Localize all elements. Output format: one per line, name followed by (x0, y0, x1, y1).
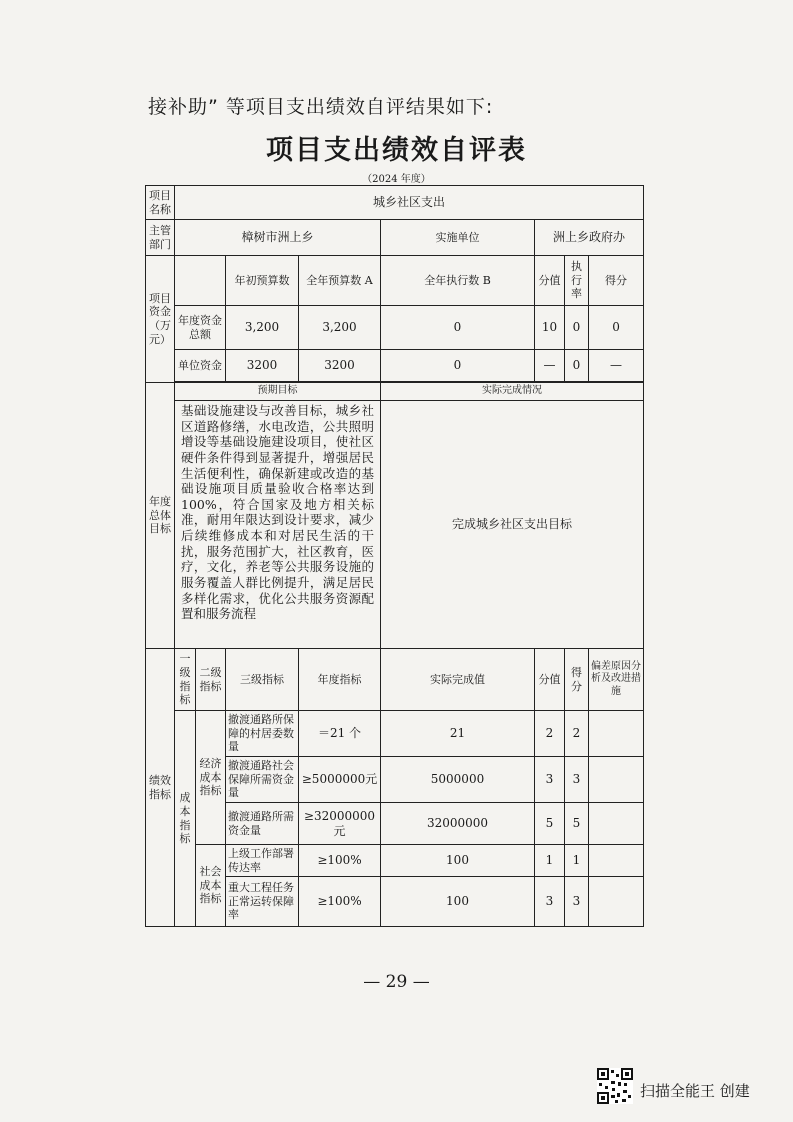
ind-score-header: 得分 (565, 649, 589, 711)
ind-score-value-header: 分值 (535, 649, 565, 711)
indicator-row (146, 845, 644, 877)
actual-value: 100 (381, 845, 535, 877)
ind-score-value: 2 (535, 711, 565, 757)
annual-value: ≥100% (299, 845, 381, 877)
annual-value: ≥5000000元 (299, 757, 381, 803)
score-header: 得分 (589, 256, 644, 306)
ind-score: 2 (565, 711, 589, 757)
ind-score-value: 5 (535, 803, 565, 845)
score-value: 10 (535, 306, 565, 350)
executed-value: 0 (381, 306, 535, 350)
full-budget-value: 3,200 (299, 306, 381, 350)
funds-empty-header (175, 256, 226, 306)
dept-label: 主管部门 (146, 220, 175, 256)
funds-row (146, 350, 644, 382)
deviation-header: 偏差原因分析及改进措施 (589, 649, 644, 711)
actual-header: 实际完成情况 (381, 383, 644, 401)
annual-value: ＝21 个 (299, 711, 381, 757)
level1-value: 成本指标 (175, 711, 196, 927)
annual-header: 年度指标 (299, 649, 381, 711)
deviation-value (589, 803, 644, 845)
impl-value: 洲上乡政府办 (535, 220, 644, 256)
funds-label: 项目资金（万元） (146, 256, 175, 383)
goals-content-row (146, 401, 644, 649)
deviation-value (589, 757, 644, 803)
initial-budget-value: 3200 (226, 350, 299, 382)
qr-code-icon (597, 1068, 633, 1104)
actual-value: 32000000 (381, 803, 535, 845)
indicator-row (146, 711, 644, 757)
ind-score: 3 (565, 757, 589, 803)
goals-label: 年度总体目标 (146, 383, 175, 649)
exec-rate-value: 0 (565, 306, 589, 350)
ind-score-value: 1 (535, 845, 565, 877)
actual-value: 100 (381, 877, 535, 927)
project-name-row (146, 186, 644, 220)
actual-goal-text: 完成城乡社区支出目标 (381, 401, 644, 649)
funds-header-row (146, 256, 644, 306)
level2-header: 二级指标 (196, 649, 226, 711)
project-name-value: 城乡社区支出 (175, 186, 644, 220)
year-label: （2024 年度） (362, 174, 431, 185)
actual-value: 5000000 (381, 757, 535, 803)
score-value-cell: 0 (589, 306, 644, 350)
annual-value: ≥100% (299, 877, 381, 927)
indicators-label: 绩效指标 (146, 649, 175, 927)
page-number: — 29 — (363, 972, 430, 992)
executed-value: 0 (381, 350, 535, 382)
level3-value: 撤渡通路社会保障所需资金量 (226, 757, 299, 803)
level2-value: 社会成本指标 (196, 845, 226, 927)
level3-value: 上级工作部署传达率 (226, 845, 299, 877)
level3-value: 撤渡通路所需资金量 (226, 803, 299, 845)
exec-rate-header: 执行率 (565, 256, 589, 306)
department-row (146, 220, 644, 256)
self-evaluation-table (145, 185, 644, 927)
level1-header: 一级指标 (175, 649, 196, 711)
funds-row (146, 306, 644, 350)
level2-value: 经济成本指标 (196, 711, 226, 845)
goals-header-row (146, 383, 644, 401)
project-name-label: 项目名称 (146, 186, 175, 220)
indicators-header-row (146, 649, 644, 711)
initial-budget-value: 3,200 (226, 306, 299, 350)
dept-value: 樟树市洲上乡 (175, 220, 381, 256)
scanner-watermark: 扫描全能王 创建 (640, 1082, 750, 1100)
score-value-header: 分值 (535, 256, 565, 306)
exec-rate-value: 0 (565, 350, 589, 382)
level3-value: 撤渡通路所保障的村居委数量 (226, 711, 299, 757)
level3-header: 三级指标 (226, 649, 299, 711)
expected-goal-text: 基础设施建设与改善目标，城乡社区道路修缮，水电改造，公共照明增设等基础设施建设项目，使社区硬件条件得到显著提升，增强居民生活便利性，确保新建或改造的基础设施项目质量验收合格率达到100%，符合国家及地方相关标准，耐用年限达到设计要求，减少后续维修成本和对居民生活的干扰，服务范围扩大，社区教育，医疗，文化，养老等公共服务设施的服务覆盖人群比例提升，满足居民多样化需求，优化公共服务资源配置和服务流程 (175, 401, 381, 649)
page-title: 项目支出绩效自评表 (266, 135, 527, 166)
ind-score-value: 3 (535, 877, 565, 927)
full-budget-value: 3200 (299, 350, 381, 382)
initial-budget-header: 年初预算数 (226, 256, 299, 306)
executed-header: 全年执行数 B (381, 256, 535, 306)
ind-score-value: 3 (535, 757, 565, 803)
full-budget-header: 全年预算数 A (299, 256, 381, 306)
level3-value: 重大工程任务正常运转保障率 (226, 877, 299, 927)
funds-row-label: 单位资金 (175, 350, 226, 382)
score-value: — (535, 350, 565, 382)
deviation-value (589, 711, 644, 757)
expected-header: 预期目标 (175, 383, 381, 401)
annual-value: ≥32000000元 (299, 803, 381, 845)
actual-value: 21 (381, 711, 535, 757)
ind-score: 5 (565, 803, 589, 845)
deviation-value (589, 877, 644, 927)
impl-label: 实施单位 (381, 220, 535, 256)
ind-score: 3 (565, 877, 589, 927)
funds-row-label: 年度资金总额 (175, 306, 226, 350)
score-value-cell: — (589, 350, 644, 382)
actual-value-header: 实际完成值 (381, 649, 535, 711)
ind-score: 1 (565, 845, 589, 877)
deviation-value (589, 845, 644, 877)
intro-line: 接补助” 等项目支出绩效自评结果如下: (148, 96, 494, 118)
